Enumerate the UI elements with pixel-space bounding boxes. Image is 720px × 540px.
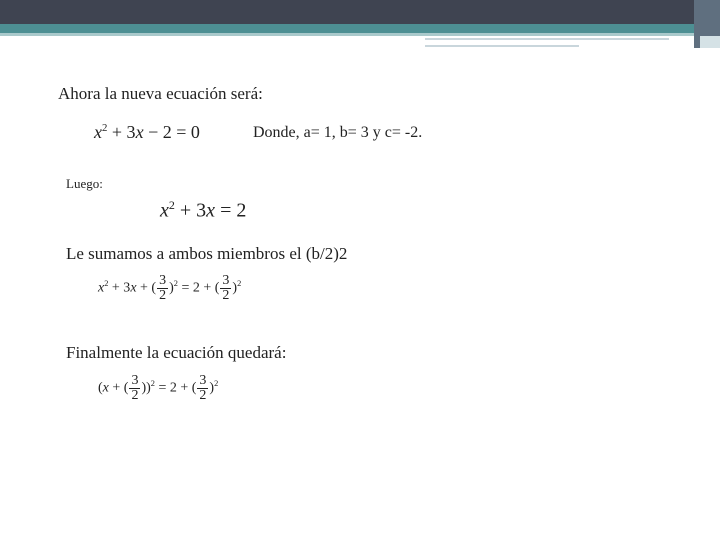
luego-text: Luego: (66, 176, 103, 191)
eq1-term: + 3 (107, 122, 136, 142)
eq3-exp3: 2 (237, 279, 242, 289)
coefficients-text: Donde, a= 1, b= 3 y c= -2. (253, 124, 423, 141)
eq2-var-x: x (160, 199, 169, 222)
eq4-numerator2: 3 (199, 373, 207, 388)
eq2-var-x2: x (206, 199, 216, 222)
equation-final (98, 374, 218, 403)
eq1-exp: 2 (102, 122, 108, 134)
eq1-var-x: x (94, 122, 102, 142)
decorative-rule-short (425, 45, 579, 47)
eq4-term-b: + ( (108, 380, 129, 396)
eq3-numerator: 3 (159, 273, 167, 288)
eq4-denominator2: 2 (199, 388, 207, 403)
slide-accent-band-light (0, 33, 720, 36)
eq1-term2: − 2 = 0 (143, 122, 200, 142)
decorative-rule (425, 38, 669, 40)
eq1-var-x2: x (135, 122, 144, 142)
final-text: Finalmente la ecuación quedará: (66, 343, 287, 362)
eq3-exp2: 2 (173, 279, 178, 289)
eq4-term-c: )) (141, 380, 151, 396)
eq2-exp: 2 (168, 198, 175, 212)
eq3-denominator2: 2 (222, 288, 230, 303)
eq2-term2: = 2 (215, 199, 247, 222)
eq2-term: + 3 (174, 199, 207, 222)
eq3-term-b: + ( (136, 280, 157, 296)
eq3-term-a: + 3 (108, 280, 131, 296)
eq3-denominator: 2 (159, 288, 167, 303)
eq4-var-x: x (102, 380, 109, 396)
eq4-term-e: ) (209, 380, 215, 396)
eq3-var-x: x (98, 280, 105, 296)
add-both-sides-text: Le sumamos a ambos miembros el (b/2)2 (66, 244, 348, 263)
eq3-fraction2 (220, 274, 231, 303)
eq4-term-d: = 2 + ( (154, 380, 197, 396)
slide-top-bar (0, 0, 720, 24)
eq3-term-c: ) (169, 280, 174, 296)
eq3-numerator2: 3 (222, 273, 230, 288)
eq4-exp: 2 (150, 379, 155, 389)
eq4-term-a: ( (98, 380, 103, 396)
equation-original (94, 122, 200, 143)
eq4-exp2: 2 (214, 379, 219, 389)
eq4-fraction2 (197, 374, 208, 403)
equation-completed-square (98, 274, 241, 303)
eq3-fraction (157, 274, 168, 303)
eq3-var-x2: x (130, 280, 137, 296)
eq4-numerator: 3 (131, 373, 139, 388)
slide-corner-block-light (700, 36, 720, 48)
equation-moved (160, 198, 246, 223)
intro-text: Ahora la nueva ecuación será: (58, 84, 263, 103)
eq3-exp: 2 (104, 279, 109, 289)
slide-accent-band (0, 24, 720, 33)
eq3-term-d: = 2 + ( (177, 280, 220, 296)
eq4-fraction (129, 374, 140, 403)
eq3-term-e: ) (232, 280, 238, 296)
eq4-denominator: 2 (131, 388, 139, 403)
